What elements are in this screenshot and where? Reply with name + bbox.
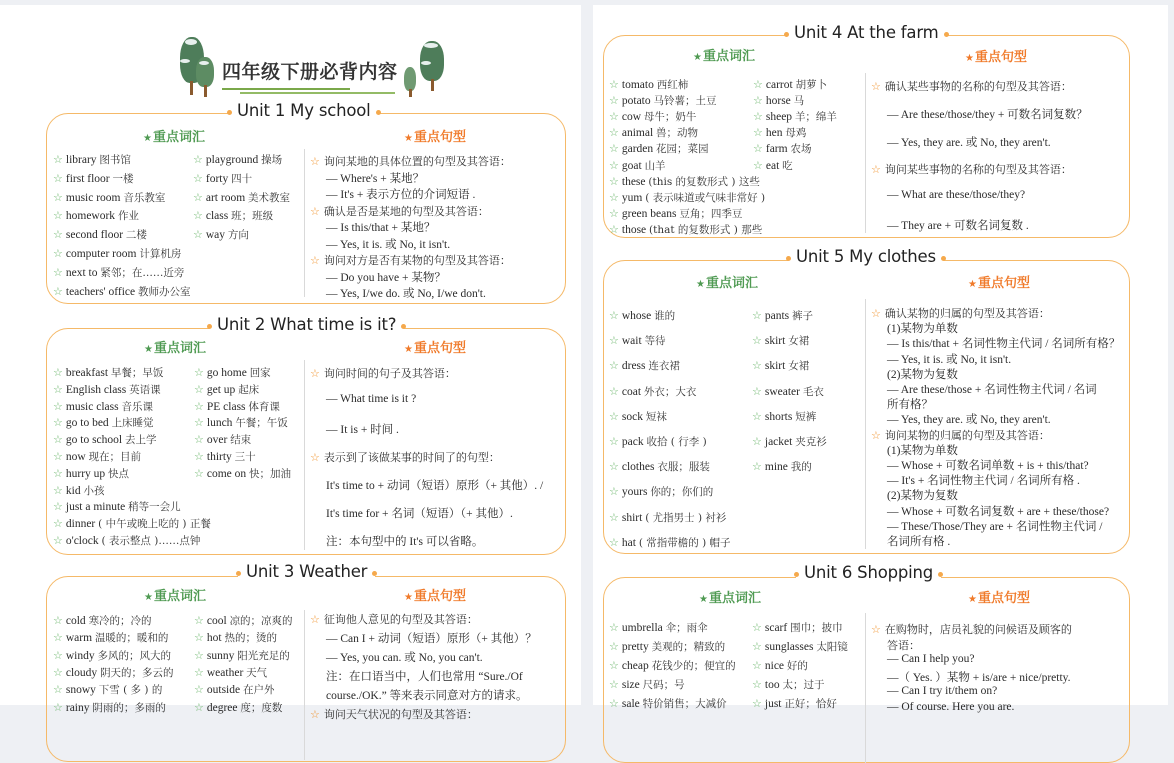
sentence-line: 注：在口语当中，人们也常用 “Sure./Of — [326, 671, 523, 683]
vocab-item: ☆ farm 农场 — [753, 142, 812, 156]
vocab-item: ☆ garden 花园；菜园 — [609, 142, 709, 156]
vocab-heading: ★重点词汇 — [144, 589, 206, 604]
title-underline — [222, 88, 350, 90]
sentence-line: — What time is it ? — [326, 393, 417, 405]
star-outline-icon: ☆ — [53, 284, 63, 298]
star-outline-icon: ☆ — [310, 204, 320, 218]
sentence-heading-item: ☆ 询问某物的归属的句型及其答语： — [871, 428, 1050, 442]
unit-5-section — [603, 247, 1130, 554]
vocab-item: ☆ music class 音乐课 — [53, 399, 153, 413]
vocab-item: ☆ skirt 女裙 — [752, 359, 810, 373]
vocab-item: ☆ cool 凉的；凉爽的 — [194, 614, 293, 627]
tree-icon — [402, 39, 450, 99]
sentence-line: — Yes, I/we do. 或 No, I/we don't. — [326, 288, 486, 300]
vocab-item: ☆ cloudy 阴天的；多云的 — [53, 665, 174, 679]
sentence-line: — It's + 名词性物主代词 / 名词所有格 . — [887, 475, 1080, 488]
vocab-item: ☆ umbrella 伞；雨伞 — [609, 621, 708, 634]
sentence-line: 答语： — [887, 639, 920, 652]
vocab-item: ☆ pack 收拾 ( 行李 ) — [609, 435, 707, 448]
vocab-item: ☆ o'clock ( 表示整点 )……点钟 — [53, 534, 201, 547]
vocab-item: ☆ homework 作业 — [53, 209, 139, 223]
vocab-item: ☆ yours 你的；你们的 — [609, 485, 714, 499]
vocab-item: ☆ coat 外衣；大衣 — [609, 384, 697, 398]
star-outline-icon: ☆ — [193, 153, 203, 166]
star-outline-icon: ☆ — [310, 254, 320, 267]
sentence-heading-item: ☆ 表示到了该做某事的时间了的句型： — [310, 451, 500, 464]
sentence-line: — Whose + 可数名词单数 + is + this/that? — [887, 460, 1089, 472]
vocab-item: ☆ computer room 计算机房 — [53, 247, 182, 260]
vocab-item: ☆ forty 四十 — [193, 171, 253, 185]
unit-title: Unit 2 What time is it? — [209, 315, 404, 334]
vocab-item: ☆ hurry up 快点 — [53, 466, 130, 480]
vocab-item: ☆ cow 母牛；奶牛 — [609, 110, 697, 124]
sentence-heading-item: ☆ 询问某地的具体位置的句型及其答语： — [310, 155, 511, 168]
unit-title: Unit 3 Weather — [238, 562, 375, 581]
sentence-line: 所有格？ — [887, 399, 933, 412]
sentence-line: — Yes, they are. 或 No, they aren't. — [887, 137, 1051, 149]
unit-title: Unit 1 My school — [229, 101, 379, 120]
vocab-item: ☆ sale 特价销售；大减价 — [609, 697, 727, 710]
sentence-heading-item: ☆ 询问时间的句子及其答语： — [310, 367, 456, 380]
sentence-line: It's time for + 名词（短语）（+ 其他）. — [326, 508, 513, 520]
vocab-item: ☆ thirty 三十 — [194, 450, 256, 463]
vocab-item: ☆ sock 短袜 — [609, 409, 667, 423]
sentence-line: — They are + 可数名词复数 . — [887, 220, 1029, 232]
star-outline-icon: ☆ — [53, 190, 63, 204]
star-outline-icon: ☆ — [193, 190, 203, 204]
vocab-item: ☆ warm 温暖的；暖和的 — [53, 631, 169, 645]
sentence-line: — Yes, they are. 或 No, they aren't. — [887, 414, 1051, 427]
sentence-heading: ★重点句型 — [965, 50, 1027, 65]
vocab-item: ☆ windy 多风的；风大的 — [53, 648, 171, 662]
vocab-item: ☆ go home 回家 — [194, 366, 271, 379]
title-underline — [240, 92, 395, 94]
vocab-item: ☆ teachers' office 教师办公室 — [53, 284, 191, 298]
vocab-item: ☆ PE class 体育课 — [194, 399, 280, 413]
unit-6-section — [603, 563, 1130, 763]
sentence-line: course./OK.” 等来表示同意对方的请求。 — [326, 690, 528, 702]
unit-title: Unit 5 My clothes — [788, 247, 944, 266]
viewer-background — [1168, 0, 1174, 705]
sentence-line: — Yes, it is. 或 No, it isn't. — [326, 238, 451, 251]
vocab-item: ☆ skirt 女裙 — [752, 334, 810, 348]
vocab-item: ☆ kid 小孩 — [53, 483, 105, 497]
vocab-item: ☆ these (this 的复数形式 ) 这些 — [609, 174, 760, 188]
sentence-heading: ★重点句型 — [404, 130, 466, 145]
vocab-heading: ★重点词汇 — [696, 276, 758, 291]
unit-3-section — [46, 562, 566, 762]
vocab-item: ☆ carrot 胡萝卜 — [753, 78, 828, 91]
sentence-line: — Can I + 动词（短语）原形（+ 其他）？ — [326, 633, 537, 645]
vocab-item: ☆ library 图书馆 — [53, 153, 131, 166]
vocab-item: ☆ clothes 衣服；服装 — [609, 460, 710, 474]
vocab-item: ☆ sheep 羊；绵羊 — [753, 110, 837, 124]
sentence-heading-item: ☆ 询问天气状况的句型及其答语： — [310, 708, 478, 721]
vocab-item: ☆ dinner ( 中午或晚上吃的 ) 正餐 — [53, 517, 211, 531]
vocab-item: ☆ get up 起床 — [194, 382, 260, 396]
vocab-heading: ★重点词汇 — [144, 341, 206, 356]
vocab-item: ☆ playground 操场 — [193, 153, 283, 166]
page-right — [593, 5, 1168, 713]
vocab-item: ☆ weather 天气 — [194, 665, 268, 679]
vocab-item: ☆ jacket 夹克衫 — [752, 435, 827, 448]
vocab-item: ☆ shirt ( 尤指男士 ) 衬衫 — [609, 510, 727, 524]
vocab-item: ☆ cheap 花钱少的；便宜的 — [609, 659, 736, 672]
vocab-item: ☆ hot 热的；烫的 — [194, 631, 277, 645]
vocab-item: ☆ rainy 阴雨的；多雨的 — [53, 700, 166, 714]
star-outline-icon: ☆ — [193, 209, 203, 223]
sentence-line: — Yes, it is. 或 No, it isn't. — [887, 353, 1012, 366]
star-outline-icon: ☆ — [53, 247, 63, 260]
vocab-item: ☆ scarf 围巾；披巾 — [752, 621, 843, 634]
vocab-item: ☆ shorts 短裤 — [752, 409, 817, 423]
vocab-heading: ★重点词汇 — [693, 49, 755, 64]
document-header — [0, 35, 581, 105]
sentence-heading: ★重点句型 — [968, 591, 1030, 606]
vocab-item: ☆ just 正好；恰好 — [752, 697, 837, 710]
vocab-item: ☆ art room 美术教室 — [193, 190, 291, 204]
sentence-line: (2)某物为复数 — [887, 490, 958, 503]
star-outline-icon: ☆ — [53, 228, 63, 242]
star-outline-icon: ☆ — [53, 171, 63, 185]
vocab-item: ☆ green beans 豆角；四季豆 — [609, 206, 743, 220]
vocab-item: ☆ sweater 毛衣 — [752, 384, 824, 398]
unit-title: Unit 4 At the farm — [786, 23, 947, 42]
page-left — [0, 5, 581, 721]
sentence-line: — Whose + 可数名词复数 + are + these/those? — [887, 505, 1110, 518]
unit-4-section — [603, 23, 1130, 238]
sentence-heading-item: ☆ 确认某物的归属的句型及其答语： — [871, 307, 1050, 320]
vocab-item: ☆ now 现在；目前 — [53, 450, 142, 463]
vocab-item: ☆ come on 快；加油 — [194, 466, 292, 480]
sentence-line: — Is this/that + 名词性物主代词 / 名词所有格？ — [887, 338, 1121, 351]
vocab-item: ☆ mine 我的 — [752, 460, 812, 474]
vocab-item: ☆ go to bed 上床睡觉 — [53, 416, 154, 430]
sentence-line: —（ Yes. ）某物 + is/are + nice/pretty. — [887, 672, 1071, 684]
unit-1-section — [46, 101, 566, 304]
sentence-heading-item: ☆ 确认是否是某地的句型及其答语： — [310, 204, 489, 218]
vocab-item: ☆ second floor 二楼 — [53, 228, 147, 242]
sentence-heading: ★重点句型 — [968, 276, 1030, 291]
vocab-item: ☆ lunch 午餐；午饭 — [194, 416, 288, 430]
sentence-line: 名词所有格 . — [887, 536, 951, 548]
vocab-item: ☆ degree 度；度数 — [194, 700, 283, 714]
vocab-item: ☆ wait 等待 — [609, 334, 666, 348]
sentence-line: — Where's + 某地？ — [326, 172, 425, 185]
tree-icon — [176, 37, 216, 97]
sentence-heading-item: ☆ 确认某些事物的名称的句型及其答语： — [871, 80, 1072, 93]
sentence-line: (2)某物为复数 — [887, 368, 958, 381]
vocab-item: ☆ pants 裤子 — [752, 309, 814, 322]
vocab-item: ☆ pretty 美观的；精致的 — [609, 640, 726, 653]
sentence-line: — Are these/those/they + 可数名词复数？ — [887, 109, 1088, 121]
sentence-line: — It is + 时间 . — [326, 424, 399, 436]
vocab-item: ☆ potato 马铃薯；土豆 — [609, 94, 717, 108]
sentence-heading-item: ☆ 征询他人意见的句型及其答语： — [310, 613, 478, 626]
vocab-item: ☆ breakfast 早餐；早饭 — [53, 366, 164, 379]
vocab-item: ☆ English class 英语课 — [53, 382, 161, 396]
vocab-item: ☆ hat ( 常指带檐的 ) 帽子 — [609, 535, 731, 549]
document-title: 四年级下册必背内容 — [222, 61, 398, 83]
star-outline-icon: ☆ — [193, 228, 203, 242]
sentence-heading-item: ☆ 询问对方是否有某物的句型及其答语： — [310, 254, 511, 267]
vocab-item: ☆ horse 马 — [753, 94, 805, 108]
vocab-item: ☆ whose 谁的 — [609, 309, 676, 322]
vocab-item: ☆ over 结束 — [194, 433, 252, 447]
vocab-item: ☆ tomato 西红柿 — [609, 78, 689, 91]
vocab-item: ☆ hen 母鸡 — [753, 126, 807, 140]
vocab-item: ☆ too 太；过于 — [752, 678, 825, 691]
vocab-item: ☆ dress 连衣裙 — [609, 359, 680, 373]
vocab-item: ☆ eat 吃 — [753, 158, 793, 172]
sentence-line: 注：本句型中的 It's 可以省略。 — [326, 536, 484, 548]
sentence-heading: ★重点句型 — [404, 589, 466, 604]
vocab-heading: ★重点词汇 — [143, 130, 205, 145]
sentence-line: — These/Those/They are + 名词性物主代词 / — [887, 520, 1103, 533]
unit-title: Unit 6 Shopping — [796, 563, 941, 582]
star-outline-icon: ☆ — [193, 171, 203, 185]
sentence-line: It's time to + 动词（短语）原形（+ 其他）. / — [326, 480, 544, 492]
sentence-line: (1)某物为单数 — [887, 323, 958, 336]
vocab-item: ☆ first floor 一楼 — [53, 171, 134, 185]
unit-2-section — [46, 315, 566, 555]
sentence-heading-item: ☆ 在购物时，店员礼貌的问候语及顾客的 — [871, 623, 1072, 636]
star-icon: ★ — [404, 133, 413, 144]
vocab-item: ☆ outside 在户外 — [194, 683, 275, 697]
vocab-item: ☆ yum ( 表示味道或气味非常好 ) — [609, 190, 766, 204]
sentence-line: — Can I try it/them on? — [887, 685, 998, 697]
vocab-item: ☆ goat 山羊 — [609, 158, 666, 172]
star-outline-icon: ☆ — [53, 209, 63, 223]
sentence-line: — What are these/those/they? — [887, 189, 1026, 201]
vocab-item: ☆ just a minute 稍等一会儿 — [53, 500, 181, 514]
vocab-item: ☆ animal 兽；动物 — [609, 126, 699, 140]
vocab-item: ☆ sunglasses 太阳镜 — [752, 640, 848, 653]
vocab-item: ☆ snowy 下雪 ( 多 ) 的 — [53, 683, 163, 697]
sentence-line: — Can I help you? — [887, 653, 975, 665]
sentence-line: — Do you have + 某物？ — [326, 271, 446, 284]
star-outline-icon: ☆ — [53, 153, 63, 166]
sentence-line: — It's + 表示方位的介词短语 . — [326, 189, 476, 201]
sentence-heading: ★重点句型 — [404, 341, 466, 356]
vocab-heading: ★重点词汇 — [699, 591, 761, 606]
sentence-heading-item: ☆ 询问某些事物的名称的句型及其答语： — [871, 163, 1072, 176]
vocab-item: ☆ class 班；班级 — [193, 209, 274, 223]
star-outline-icon: ☆ — [310, 155, 320, 168]
vocab-item: ☆ those (that 的复数形式 ) 那些 — [609, 222, 763, 236]
vocab-item: ☆ go to school 去上学 — [53, 433, 157, 447]
star-outline-icon: ☆ — [53, 265, 63, 279]
sentence-line: (1)某物为单数 — [887, 444, 958, 457]
sentence-line: — Yes, you can. 或 No, you can't. — [326, 652, 483, 664]
vocab-item: ☆ sunny 阳光充足的 — [194, 648, 290, 662]
vocab-item: ☆ music room 音乐教室 — [53, 190, 166, 204]
vocab-item: ☆ size 尺码；号 — [609, 678, 685, 691]
sentence-line: — Are these/those + 名词性物主代词 / 名词 — [887, 384, 1097, 396]
vocab-item: ☆ next to 紧邻；在……近旁 — [53, 265, 185, 279]
vocab-item: ☆ way 方向 — [193, 228, 249, 242]
vocab-item: ☆ cold 寒冷的；冷的 — [53, 614, 152, 627]
star-icon: ★ — [143, 133, 152, 144]
vocab-item: ☆ nice 好的 — [752, 659, 808, 672]
sentence-line: — Of course. Here you are. — [887, 701, 1015, 713]
sentence-line: — Is this/that + 某地？ — [326, 222, 436, 234]
